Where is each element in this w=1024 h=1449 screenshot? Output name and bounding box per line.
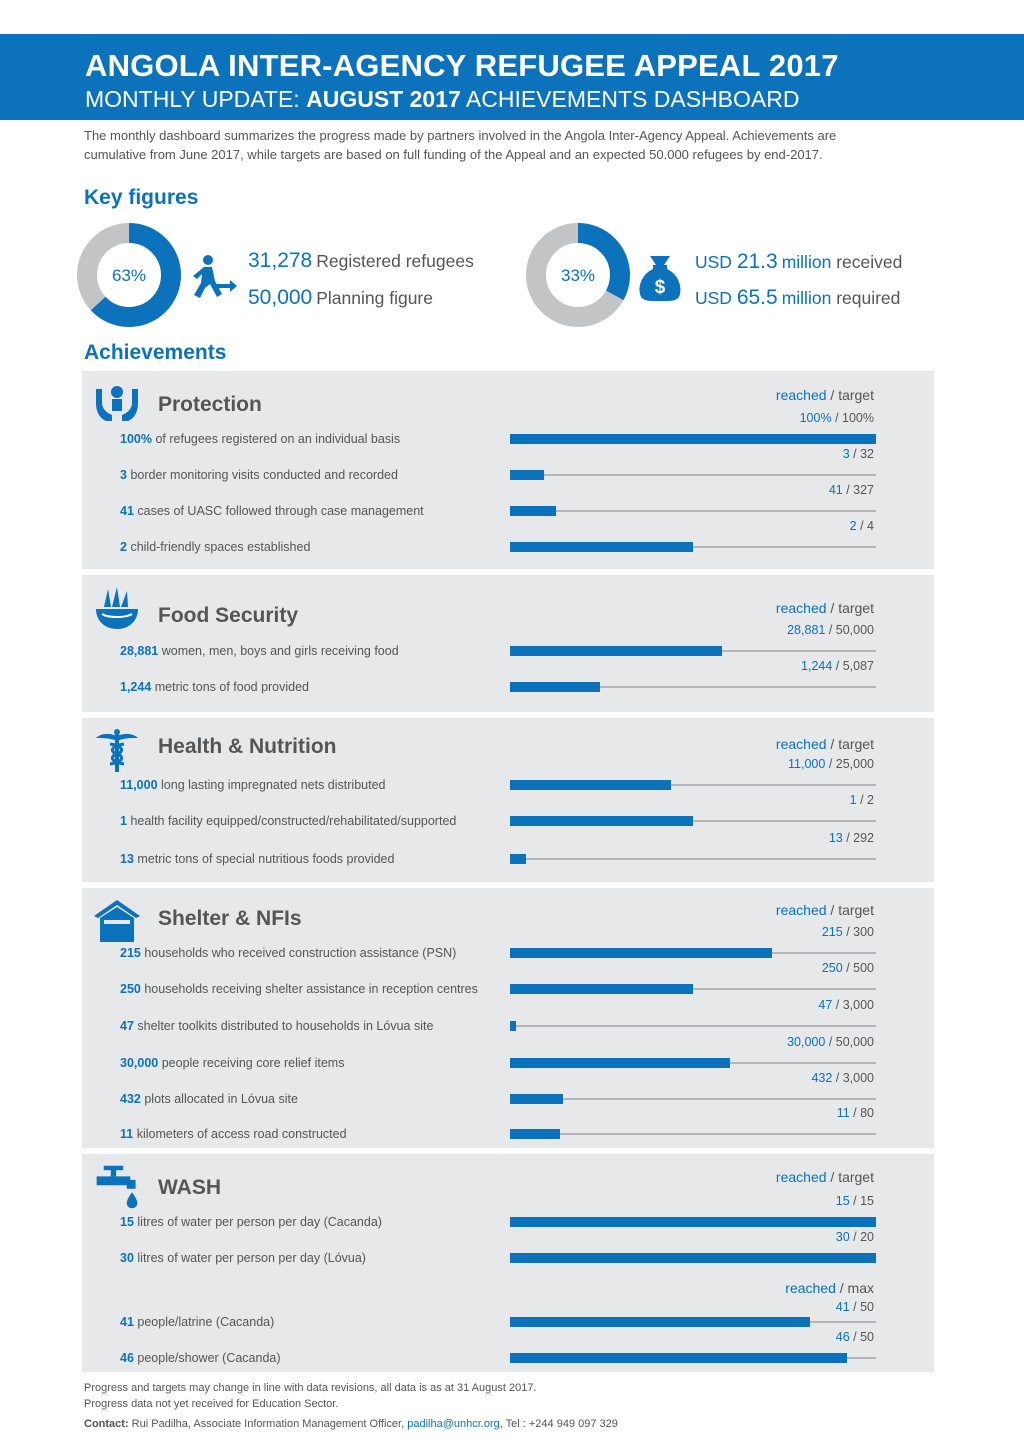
indicator-value: 1 / 2 [849, 793, 874, 807]
funding-received-unit: million [781, 252, 832, 272]
indicator-value: 1,244 / 5,087 [801, 659, 874, 673]
registered-refugees-label: Registered refugees [316, 251, 474, 271]
indicator-number: 432 [120, 1092, 141, 1106]
target-value: 327 [853, 483, 874, 497]
indicator-label [120, 1019, 433, 1033]
reached-value: 28,881 [787, 623, 826, 637]
indicator-label [120, 1056, 344, 1070]
health-nutrition-panel [82, 718, 934, 882]
progress-track [510, 650, 876, 652]
funding-required-number: 65.5 [736, 286, 778, 309]
refugees-donut-chart [76, 222, 182, 328]
target-value: 32 [860, 447, 874, 461]
indicator-value: 11 / 80 [836, 1106, 874, 1120]
footer-note-education: Progress data not yet received for Education Sector. [84, 1398, 339, 1410]
food-security-row-2 [82, 659, 934, 700]
planning-figure [248, 286, 433, 310]
indicator-label [120, 432, 400, 446]
indicator-number: 11 [120, 1127, 134, 1141]
wash-panel [82, 1154, 934, 1372]
contact-email-link[interactable]: padilha@unhcr.org [407, 1418, 500, 1430]
contact-tel: , Tel : +244 949 097 329 [499, 1418, 618, 1430]
indicator-text: people/latrine (Cacanda) [137, 1315, 275, 1329]
indicator-value: 13 / 292 [828, 831, 874, 845]
reached-value: 1 [849, 793, 857, 807]
indicator-text: households who received construction assistance (PSN) [144, 946, 457, 960]
target-value: 25,000 [835, 757, 874, 771]
money-bag-icon [638, 252, 682, 302]
food-security-reached-target-legend: reached / target [775, 600, 874, 616]
header-banner [0, 34, 1024, 120]
progress-track [510, 952, 876, 954]
target-value: 5,087 [842, 659, 874, 673]
footer-note-data-revisions: Progress and targets may change in line with data revisions, all data is as at 31 August 2017. [84, 1382, 537, 1394]
target-value: 50,000 [835, 623, 874, 637]
shelter-nfis-row-1 [82, 925, 934, 966]
wash-row-1 [82, 1194, 934, 1235]
reached-value: 11,000 [788, 757, 826, 771]
progress-bar [510, 1021, 516, 1031]
reached-value: 46 [835, 1330, 850, 1344]
indicator-number: 15 [120, 1215, 134, 1229]
footer-contact [84, 1418, 618, 1430]
progress-bar [510, 646, 722, 656]
indicator-text: cases of UASC followed through case management [137, 504, 424, 518]
progress-bar [510, 1253, 876, 1263]
subtitle-prefix: MONTHLY UPDATE: [85, 86, 307, 112]
indicator-value: 432 / 3,000 [811, 1071, 874, 1085]
legend-target: target [838, 600, 874, 616]
target-value: 3,000 [842, 1071, 874, 1085]
indicator-text: kilometers of access road constructed [136, 1127, 347, 1141]
refugees-percent-label: 63% [111, 266, 147, 285]
progress-bar [510, 1058, 730, 1068]
indicator-text: litres of water per person per day (Cacanda) [137, 1215, 382, 1229]
shelter-nfis-row-5 [82, 1071, 934, 1112]
progress-bar [510, 816, 693, 826]
indicator-number: 250 [120, 982, 141, 996]
target-value: 50 [860, 1330, 874, 1344]
legend-target: target [838, 1169, 874, 1185]
indicator-value: 47 / 3,000 [818, 998, 874, 1012]
wash-title: WASH [158, 1176, 221, 1199]
health-nutrition-row-3 [82, 831, 934, 872]
indicator-label [120, 1127, 347, 1141]
progress-bar [510, 1217, 876, 1227]
indicator-label [120, 852, 394, 866]
legend-reached: reached [775, 387, 827, 403]
progress-track [510, 820, 876, 822]
walking-person-icon [188, 254, 238, 302]
progress-track [510, 1221, 876, 1223]
target-value: 300 [853, 925, 874, 939]
indicator-value: 28,881 / 50,000 [787, 623, 874, 637]
reached-value: 432 [811, 1071, 833, 1085]
food-bowl-icon [94, 585, 140, 631]
indicator-number: 1,244 [120, 680, 152, 694]
reached-value: 250 [821, 961, 843, 975]
reached-value: 41 [828, 483, 843, 497]
protection-reached-target-legend: reached / target [775, 387, 874, 403]
progress-track [510, 988, 876, 990]
progress-bar [510, 682, 600, 692]
progress-bar [510, 854, 526, 864]
planning-figure-number: 50,000 [248, 286, 313, 309]
indicator-text: plots allocated in Lóvua site [144, 1092, 298, 1106]
progress-bar [510, 1353, 847, 1363]
indicator-value: 3 / 32 [842, 447, 874, 461]
protection-row-4 [82, 519, 934, 560]
wash-row-2 [82, 1230, 934, 1271]
indicator-label [120, 1215, 382, 1229]
shelter-nfis-row-4 [82, 1035, 934, 1076]
indicator-value: 15 / 15 [835, 1194, 874, 1208]
indicator-label [120, 778, 385, 792]
subtitle-suffix: ACHIEVEMENTS DASHBOARD [460, 86, 800, 112]
planning-figure-label: Planning figure [316, 288, 433, 308]
indicator-text: women, men, boys and girls receiving food [161, 644, 399, 658]
indicator-label [120, 1092, 298, 1106]
food-security-title: Food Security [158, 604, 299, 627]
reached-value: 41 [835, 1300, 850, 1314]
progress-bar [510, 506, 556, 516]
target-value: 15 [860, 1194, 874, 1208]
legend-reached: reached [785, 1280, 836, 1296]
progress-track [510, 438, 876, 440]
progress-track [510, 1098, 876, 1100]
indicator-text: child-friendly spaces established [130, 540, 311, 554]
indicator-text: metric tons of special nutritious foods provided [137, 852, 395, 866]
page-subtitle [85, 86, 799, 113]
indicator-number: 11,000 [120, 778, 158, 792]
progress-bar [510, 984, 693, 994]
indicator-text: litres of water per person per day (Lóvua) [137, 1251, 366, 1265]
funding-donut-chart [525, 222, 631, 328]
progress-bar [510, 1317, 810, 1327]
water-tap-icon [94, 1164, 140, 1210]
reached-value: 1,244 [801, 659, 833, 673]
target-value: 50 [860, 1300, 874, 1314]
indicator-value: 11,000 / 25,000 [788, 757, 874, 771]
indicator-label [120, 680, 309, 694]
indicator-label [120, 1315, 274, 1329]
progress-track [510, 1062, 876, 1064]
progress-track [510, 510, 876, 512]
shelter-nfis-panel [82, 888, 934, 1148]
protection-row-3 [82, 483, 934, 524]
progress-bar [510, 780, 671, 790]
indicator-value: 215 / 300 [821, 925, 874, 939]
intro-text: The monthly dashboard summarizes the progress made by partners involved in the Angola Inter-Agency Appeal. Achievements are cumulative from June 2017, while targets are based on full funding of the Appeal and an expected 50.000 refugees by end-2017. [84, 128, 837, 162]
legend-target: target [838, 736, 874, 752]
key-figures-heading: Key figures [84, 186, 199, 209]
indicator-value: 46 / 50 [835, 1330, 874, 1344]
indicator-number: 30,000 [120, 1056, 159, 1070]
wash-row-4 [82, 1330, 934, 1371]
achievements-heading: Achievements [84, 341, 227, 364]
progress-track [510, 1357, 876, 1359]
reached-value: 215 [821, 925, 843, 939]
progress-track [510, 1257, 876, 1259]
shelter-nfis-row-2 [82, 961, 934, 1002]
target-value: 20 [860, 1230, 874, 1244]
funding-received-label: received [836, 252, 903, 272]
legend-target: target [838, 387, 874, 403]
indicator-number: 46 [120, 1351, 134, 1365]
indicator-text: people receiving core relief items [161, 1056, 345, 1070]
progress-bar [510, 434, 876, 444]
svg-text:$: $ [654, 277, 666, 298]
reached-value: 30 [835, 1230, 850, 1244]
indicator-text: of refugees registered on an individual basis [155, 432, 401, 446]
reached-value: 15 [835, 1194, 850, 1208]
food-security-panel [82, 575, 934, 712]
hands-person-icon [94, 381, 140, 427]
indicator-label [120, 468, 398, 482]
target-value: 2 [867, 793, 874, 807]
indicator-label [120, 982, 478, 996]
funding-required-prefix: USD [695, 288, 732, 308]
page-title: ANGOLA INTER-AGENCY REFUGEE APPEAL 2017 [85, 48, 839, 83]
progress-bar [510, 470, 544, 480]
shelter-nfis-reached-target-legend: reached / target [775, 902, 874, 918]
health-nutrition-title: Health & Nutrition [158, 735, 337, 758]
indicator-value: 250 / 500 [821, 961, 874, 975]
funding-required-figure [695, 286, 900, 310]
indicator-value: 30 / 20 [835, 1230, 874, 1244]
wash-reached-max-legend: reached / max [785, 1280, 874, 1296]
indicator-number: 28,881 [120, 644, 159, 658]
health-nutrition-row-1 [82, 757, 934, 798]
indicator-value: 41 / 327 [828, 483, 874, 497]
indicator-number: 41 [120, 1315, 134, 1329]
wash-reached-target-legend: reached / target [775, 1169, 874, 1185]
indicator-text: shelter toolkits distributed to households in Lóvua site [137, 1019, 434, 1033]
progress-track [510, 474, 876, 476]
funding-required-unit: million [781, 288, 832, 308]
progress-track [510, 1025, 876, 1027]
legend-reached: reached [775, 600, 827, 616]
target-value: 292 [853, 831, 874, 845]
progress-track [510, 686, 876, 688]
progress-track [510, 784, 876, 786]
indicator-value: 41 / 50 [835, 1300, 874, 1314]
health-nutrition-reached-target-legend: reached / target [775, 736, 874, 752]
progress-track [510, 1133, 876, 1135]
target-value: 500 [853, 961, 874, 975]
indicator-value: 2 / 4 [849, 519, 874, 533]
funding-required-label: required [836, 288, 901, 308]
caduceus-icon [94, 728, 140, 774]
wash-row-3 [82, 1300, 934, 1335]
indicator-text: long lasting impregnated nets distributed [161, 778, 386, 792]
target-value: 100% [842, 411, 874, 425]
reached-value: 3 [842, 447, 850, 461]
shelter-nfis-row-6 [82, 1106, 934, 1147]
progress-bar [510, 948, 772, 958]
reached-value: 30,000 [787, 1035, 826, 1049]
target-value: 3,000 [842, 998, 874, 1012]
contact-name: Rui Padilha, Associate Information Management Officer, [128, 1418, 408, 1430]
indicator-label [120, 540, 310, 554]
funding-received-figure [695, 250, 902, 274]
reached-value: 100% [799, 411, 832, 425]
registered-refugees-number: 31,278 [248, 249, 313, 272]
indicator-number: 30 [120, 1251, 134, 1265]
funding-received-number: 21.3 [736, 250, 778, 273]
indicator-label [120, 644, 399, 658]
indicator-text: border monitoring visits conducted and recorded [130, 468, 398, 482]
indicator-number: 2 [120, 540, 127, 554]
progress-bar [510, 542, 693, 552]
funding-percent-label: 33% [560, 266, 596, 285]
indicator-number: 13 [120, 852, 134, 866]
protection-panel [82, 371, 934, 569]
progress-bar [510, 1094, 563, 1104]
indicator-value: 100% / 100% [799, 411, 874, 425]
progress-track [510, 546, 876, 548]
indicator-label [120, 1251, 366, 1265]
indicator-text: people/shower (Cacanda) [137, 1351, 281, 1365]
indicator-label [120, 814, 456, 828]
funding-received-prefix: USD [695, 252, 732, 272]
target-value: 80 [860, 1106, 874, 1120]
legend-max: max [847, 1280, 874, 1296]
protection-title: Protection [158, 393, 262, 416]
subtitle-month: AUGUST 2017 [306, 86, 461, 112]
indicator-number: 41 [120, 504, 134, 518]
indicator-number: 47 [120, 1019, 134, 1033]
protection-row-2 [82, 447, 934, 488]
legend-reached: reached [775, 736, 827, 752]
reached-value: 11 [836, 1106, 850, 1120]
indicator-number: 3 [120, 468, 127, 482]
reached-value: 47 [818, 998, 833, 1012]
target-value: 50,000 [835, 1035, 874, 1049]
indicator-label [120, 504, 424, 518]
protection-row-1 [82, 411, 934, 452]
indicator-value: 30,000 / 50,000 [787, 1035, 874, 1049]
house-icon [94, 898, 140, 944]
shelter-nfis-title: Shelter & NFIs [158, 907, 302, 930]
progress-track [510, 1321, 876, 1323]
indicator-text: health facility equipped/constructed/rehabilitated/supported [130, 814, 457, 828]
target-value: 4 [867, 519, 874, 533]
reached-value: 2 [849, 519, 857, 533]
health-nutrition-row-2 [82, 793, 934, 834]
progress-bar [510, 1129, 560, 1139]
legend-reached: reached [775, 902, 827, 918]
registered-refugees-figure [248, 249, 474, 273]
legend-reached: reached [775, 1169, 827, 1185]
indicator-number: 215 [120, 946, 141, 960]
legend-target: target [838, 902, 874, 918]
contact-label: Contact: [84, 1418, 129, 1430]
progress-track [510, 858, 876, 860]
indicator-text: households receiving shelter assistance in reception centres [144, 982, 478, 996]
reached-value: 13 [828, 831, 843, 845]
indicator-number: 1 [120, 814, 127, 828]
indicator-label [120, 946, 456, 960]
indicator-number: 100% [120, 432, 152, 446]
indicator-label [120, 1351, 281, 1365]
indicator-text: metric tons of food provided [154, 680, 310, 694]
